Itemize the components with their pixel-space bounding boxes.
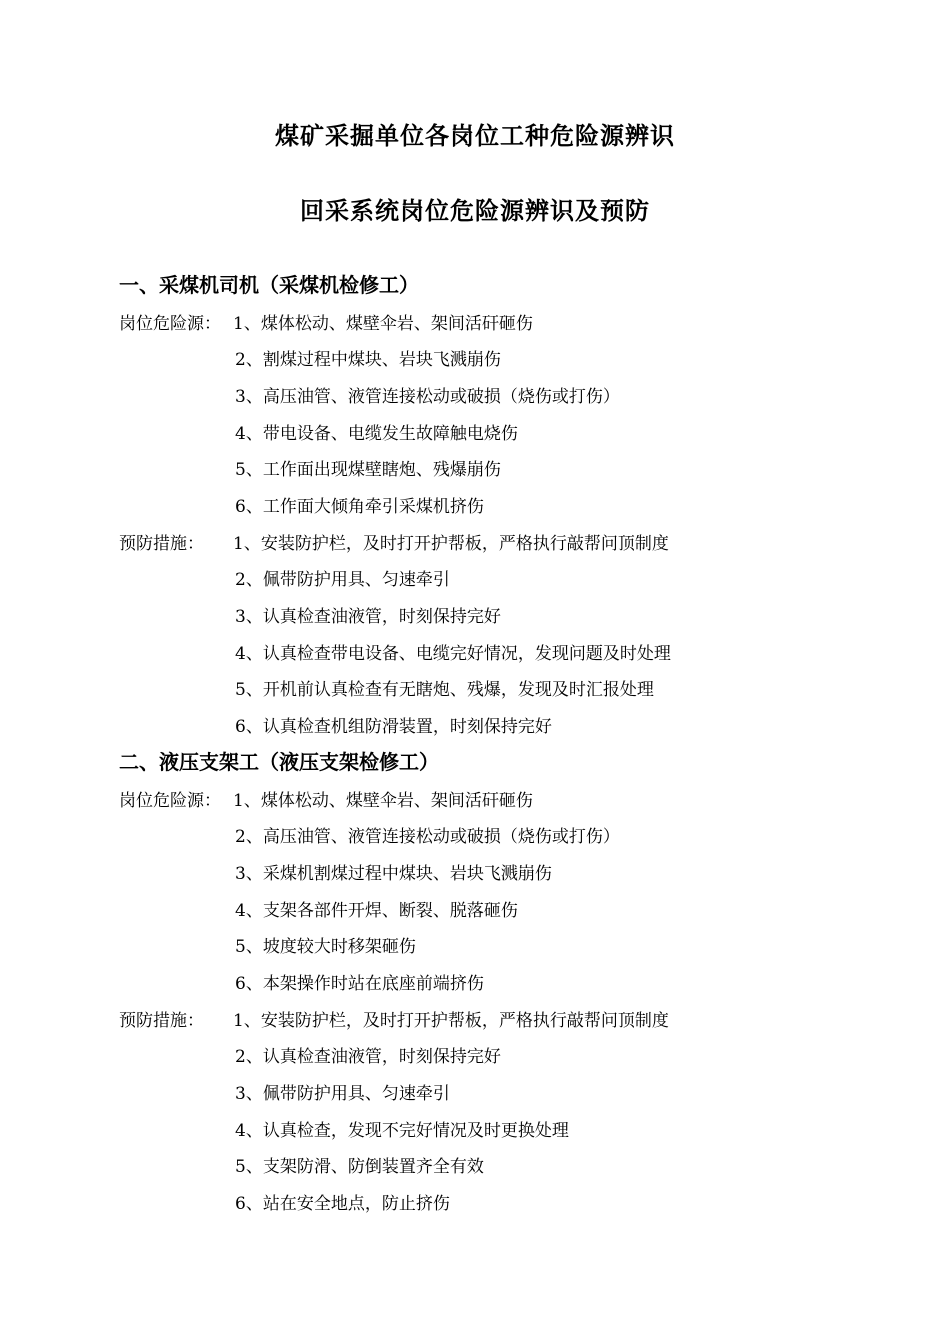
measure-item: 3、认真检查油液管，时刻保持完好: [235, 607, 501, 627]
hazard-item: 5、坡度较大时移架砸伤: [235, 937, 416, 957]
hazards-label: 岗位危险源：: [119, 314, 221, 334]
measure-item: 4、认真检查，发现不完好情况及时更换处理: [235, 1121, 569, 1141]
hazard-item: 2、割煤过程中煤块、岩块飞溅崩伤: [235, 350, 501, 370]
hazard-item: 6、本架操作时站在底座前端挤伤: [235, 974, 484, 994]
hazard-item: 1、煤体松动、煤壁伞岩、架间活矸砸伤: [233, 314, 533, 334]
measure-item: 6、站在安全地点，防止挤伤: [235, 1194, 450, 1214]
document-subtitle: 回采系统岗位危险源辨识及预防: [300, 196, 650, 225]
measures-label: 预防措施：: [119, 534, 204, 554]
measure-item: 4、认真检查带电设备、电缆完好情况，发现问题及时处理: [235, 644, 671, 664]
hazard-item: 2、高压油管、液管连接松动或破损（烧伤或打伤）: [235, 827, 620, 847]
hazard-item: 3、高压油管、液管连接松动或破损（烧伤或打伤）: [235, 387, 620, 407]
hazard-item: 5、工作面出现煤壁瞎炮、残爆崩伤: [235, 460, 501, 480]
hazard-item: 4、带电设备、电缆发生故障触电烧伤: [235, 424, 518, 444]
hazard-item: 3、采煤机割煤过程中煤块、岩块飞溅崩伤: [235, 864, 552, 884]
section-heading: 一、采煤机司机（采煤机检修工）: [119, 273, 419, 297]
hazard-item: 1、煤体松动、煤壁伞岩、架间活矸砸伤: [233, 791, 533, 811]
measure-item: 2、佩带防护用具、匀速牵引: [235, 570, 450, 590]
hazard-item: 6、工作面大倾角牵引采煤机挤伤: [235, 497, 484, 517]
measure-item: 2、认真检查油液管，时刻保持完好: [235, 1047, 501, 1067]
measure-item: 5、开机前认真检查有无瞎炮、残爆，发现及时汇报处理: [235, 680, 654, 700]
measure-item: 3、佩带防护用具、匀速牵引: [235, 1084, 450, 1104]
hazards-label: 岗位危险源：: [119, 791, 221, 811]
measure-item: 6、认真检查机组防滑装置，时刻保持完好: [235, 717, 552, 737]
measure-item: 5、支架防滑、防倒装置齐全有效: [235, 1157, 484, 1177]
measure-item: 1、安装防护栏，及时打开护帮板，严格执行敲帮问顶制度: [233, 1011, 669, 1031]
section-heading: 二、液压支架工（液压支架检修工）: [119, 750, 439, 774]
measure-item: 1、安装防护栏，及时打开护帮板，严格执行敲帮问顶制度: [233, 534, 669, 554]
document-title: 煤矿采掘单位各岗位工种危险源辨识: [275, 121, 675, 150]
measures-label: 预防措施：: [119, 1011, 204, 1031]
hazard-item: 4、支架各部件开焊、断裂、脱落砸伤: [235, 901, 518, 921]
